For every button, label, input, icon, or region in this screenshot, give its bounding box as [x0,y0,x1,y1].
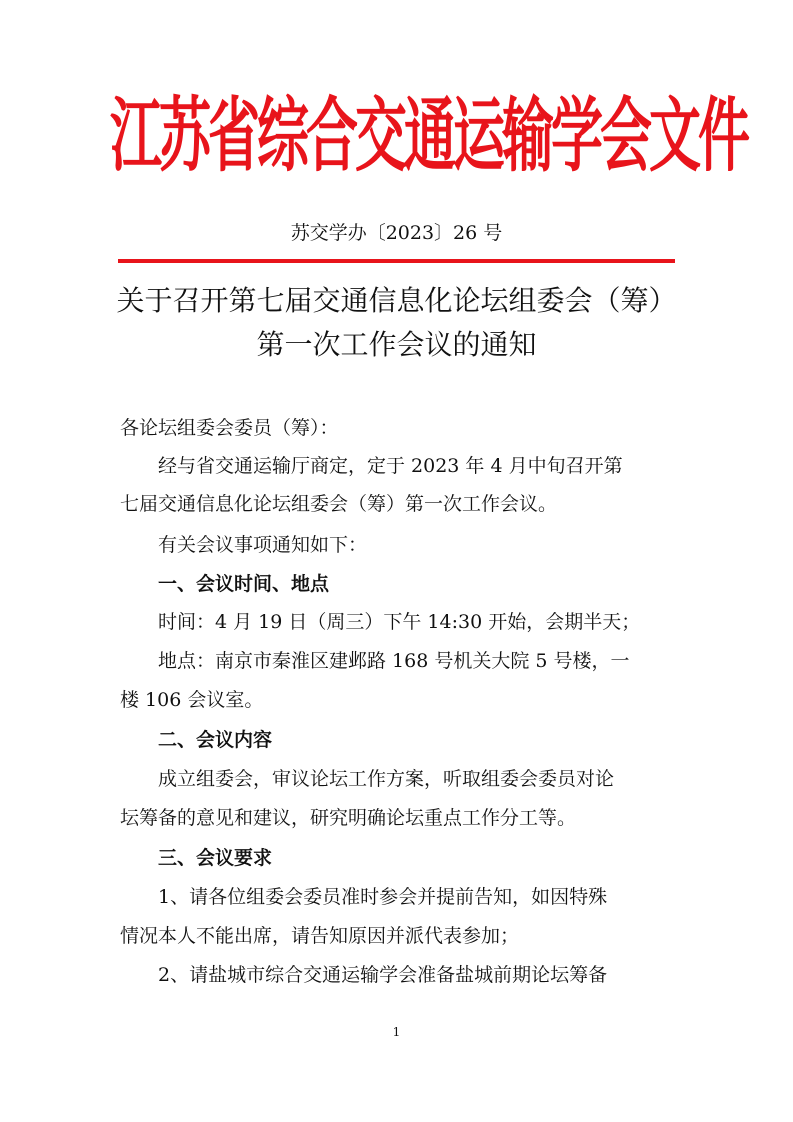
section-heading-time-place: 一、会议时间、地点 [120,573,330,595]
section-heading-requirements: 三、会议要求 [120,847,273,869]
meeting-place-line: 楼 106 会议室。 [120,689,264,711]
page-number: 1 [392,1025,401,1039]
document-number: 苏交学办〔2023〕26 号 [290,222,503,244]
intro-paragraph-line: 经与省交通运输厅商定，定于 2023 年 4 月中旬召开第 [120,455,623,477]
requirement-line: 1、请各位组委会委员准时参会并提前告知，如因特殊 [120,886,608,908]
meeting-place-line: 地点：南京市秦淮区建邺路 168 号机关大院 5 号楼，一 [120,650,630,672]
notice-title-line-1: 关于召开第七届交通信息化论坛组委会（筹） [116,284,677,317]
requirement-line: 情况本人不能出席，请告知原因并派代表参加； [120,925,520,947]
intro-paragraph-line: 七届交通信息化论坛组委会（筹）第一次工作会议。 [120,493,558,515]
notice-title-line-2: 第一次工作会议的通知 [256,328,537,361]
salutation: 各论坛组委会委员（筹）： [120,417,339,439]
intro-paragraph-line: 有关会议事项通知如下： [120,534,368,556]
section-heading-content: 二、会议内容 [120,729,273,751]
meeting-content-line: 坛筹备的意见和建议，研究明确论坛重点工作分工等。 [120,807,577,829]
meeting-time-line: 时间：4 月 19 日（周三）下午 14:30 开始，会期半天； [120,611,641,633]
red-divider-rule [118,259,675,263]
org-masthead: 江苏省综合交通运输学会文件 [110,90,748,184]
requirement-line: 2、请盐城市综合交通运输学会准备盐城前期论坛筹备 [120,964,608,986]
meeting-content-line: 成立组委会，审议论坛工作方案，听取组委会委员对论 [120,768,615,790]
